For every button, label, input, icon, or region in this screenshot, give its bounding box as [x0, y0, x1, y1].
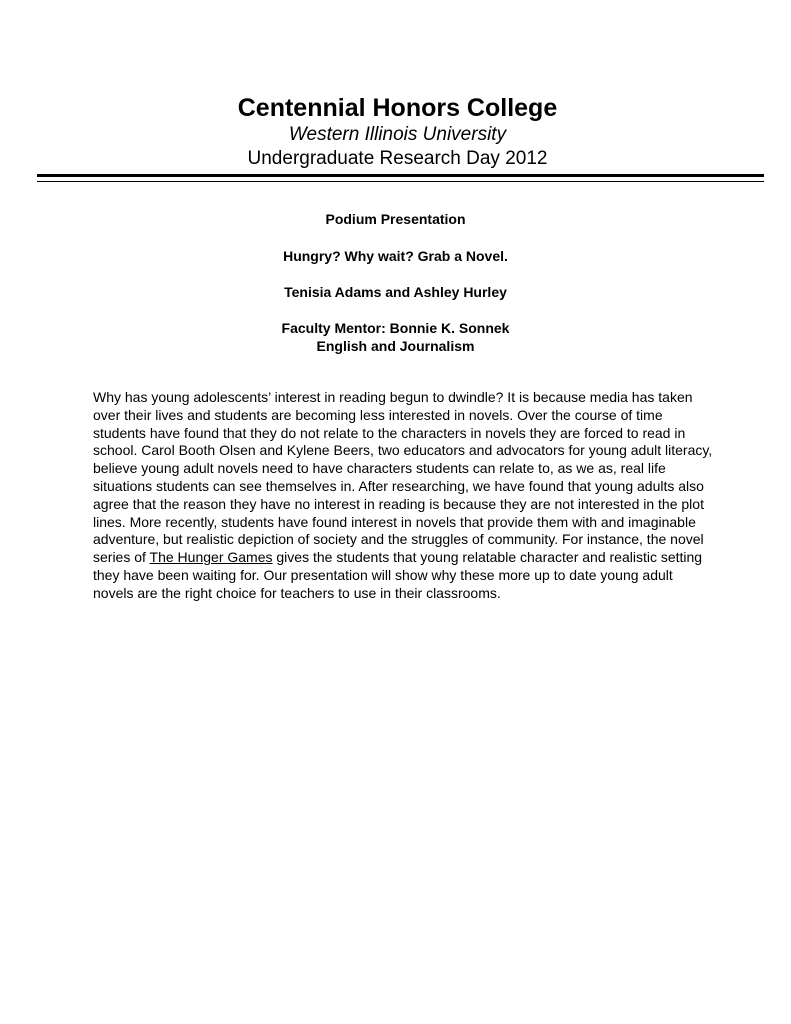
abstract-text-part2: gives the students that young relatable character and realistic setting they have been waiting for. Our presentation will show why these more up to date young adult novels are the right choice for teachers to use in their classrooms. — [93, 549, 703, 601]
faculty-mentor-block — [0, 319, 791, 355]
document-header — [0, 93, 791, 171]
presentation-title: Hungry? Why wait? Grab a Novel. — [283, 248, 508, 264]
abstract-paragraph — [93, 389, 713, 603]
abstract-text-part1: Why has young adolescents’ interest in reading begun to dwindle? It is because media has taken over their lives and students are becoming less interested in novels. Over the course of time students have found that they do not relate to the characters in novels they are forced to read in school. Carol Booth Olsen and Kylene Beers, two educators and advocators for young adult literacy, believe young adult novels need to have characters students can relate to, as we as, real life situations students can see themselves in. After researching, we have found that young adults also agree that the reason they have no interest in reading is because they are not interested in the plot lines. More recently, students have found interest in novels that provide them with and imaginable adventure, but realistic depiction of society and the struggles of community. For instance, the novel series of — [93, 389, 713, 566]
header-rule-thick — [37, 174, 764, 177]
university-name: Western Illinois University — [288, 124, 507, 145]
book-title: The Hunger Games — [149, 549, 273, 566]
presentation-authors: Tenisia Adams and Ashley Hurley — [284, 284, 507, 300]
department: English and Journalism — [316, 338, 475, 354]
event-name: Undergraduate Research Day 2012 — [247, 148, 548, 169]
faculty-mentor: Faculty Mentor: Bonnie K. Sonnek — [281, 320, 510, 336]
header-rule-thin — [37, 181, 764, 182]
college-name: Centennial Honors College — [237, 94, 558, 122]
presentation-type: Podium Presentation — [325, 211, 466, 227]
